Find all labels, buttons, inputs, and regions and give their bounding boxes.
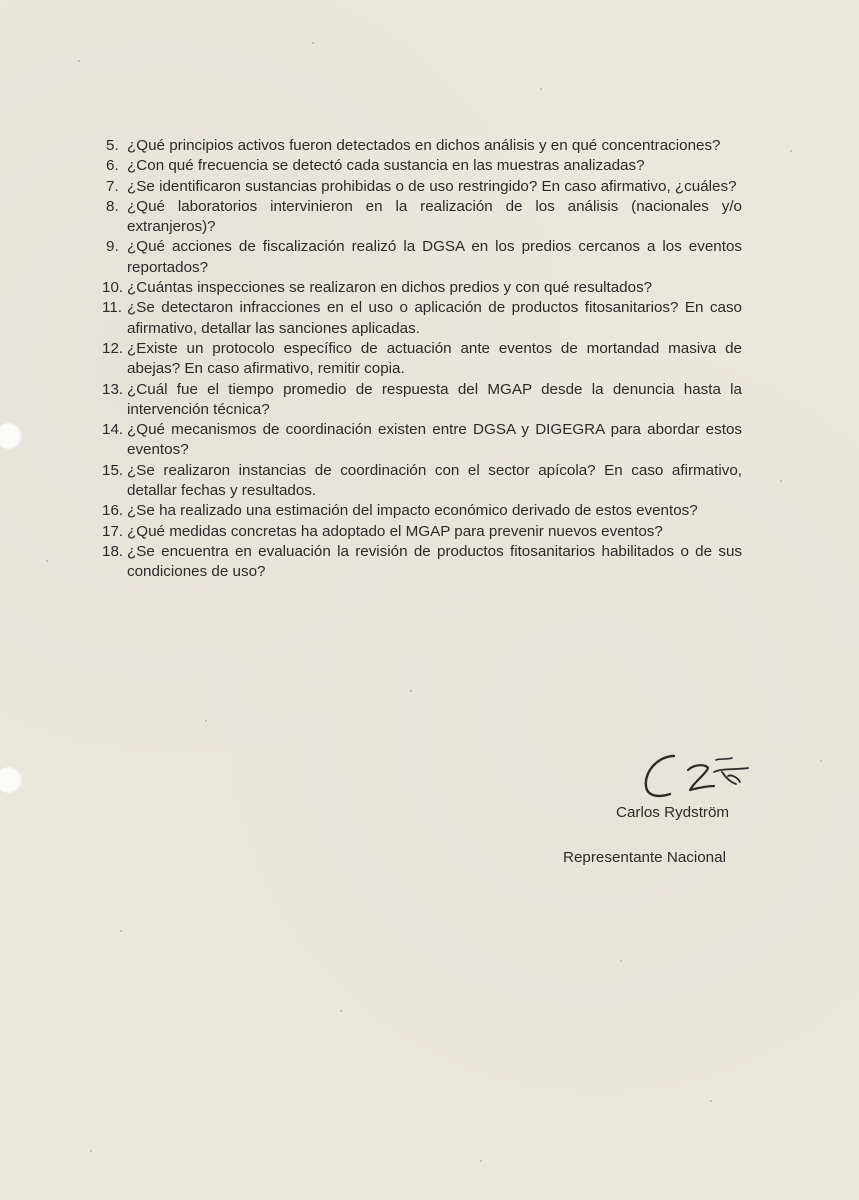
question-item xyxy=(102,542,742,583)
question-text: ¿Se identificaron sustancias prohibidas o de uso restringido? En caso afirmativo, ¿cuáles? xyxy=(127,177,737,195)
question-text: ¿Se ha realizado una estimación del impacto económico derivado de estos eventos? xyxy=(127,502,698,520)
question-text: ¿Con qué frecuencia se detectó cada sustancia en las muestras analizadas? xyxy=(127,157,645,175)
question-item xyxy=(102,237,742,278)
question-text: ¿Qué medidas concretas ha adoptado el MGAP para prevenir nuevos eventos? xyxy=(127,522,663,540)
question-item xyxy=(102,278,742,298)
paper-speck xyxy=(340,1010,342,1012)
question-text: ¿Se encuentra en evaluación la revisión de productos fitosanitarios habilitados o de sus condiciones de uso? xyxy=(127,542,742,581)
question-item xyxy=(102,298,742,339)
question-number: 9. xyxy=(106,238,119,256)
signer-name: Carlos Rydström xyxy=(616,804,730,821)
question-text: ¿Se detectaron infracciones en el uso o aplicación de productos fitosanitarios? En caso afirmativo, detallar las sanciones aplicadas. xyxy=(127,299,742,337)
question-item xyxy=(102,136,742,156)
question-number: 12. xyxy=(102,339,124,357)
punch-hole-bottom xyxy=(0,767,22,793)
question-list xyxy=(102,136,742,583)
paper-speck xyxy=(46,560,48,562)
signer-role: Representante Nacional xyxy=(563,849,726,866)
paper-speck xyxy=(790,150,792,152)
question-number: 6. xyxy=(106,157,119,175)
paper-speck xyxy=(312,42,314,44)
punch-hole-top xyxy=(0,423,22,449)
question-text: ¿Se realizaron instancias de coordinación con el sector apícola? En caso afirmativo, detallar fechas y resultados. xyxy=(127,461,742,500)
question-number: 16. xyxy=(102,502,124,520)
question-text: ¿Qué laboratorios intervinieron en la realización de los análisis (nacionales y/o extranjeros)? xyxy=(127,197,742,236)
question-number: 13. xyxy=(102,380,124,398)
paper-speck xyxy=(205,720,207,722)
question-number: 5. xyxy=(106,137,119,154)
question-number: 18. xyxy=(102,542,124,560)
handwritten-signature xyxy=(636,748,756,804)
paper-speck xyxy=(410,690,412,692)
question-text: ¿Cuántas inspecciones se realizaron en dichos predios y con qué resultados? xyxy=(127,279,653,297)
question-item xyxy=(102,156,742,176)
question-number: 8. xyxy=(106,197,119,215)
paper-speck xyxy=(620,960,622,962)
paper-speck xyxy=(90,1150,92,1152)
question-number: 7. xyxy=(106,177,119,195)
question-item xyxy=(102,420,742,461)
question-item xyxy=(102,380,742,421)
question-text: ¿Qué acciones de fiscalización realizó la DGSA en los predios cercanos a los eventos reportados? xyxy=(127,238,742,276)
question-text: ¿Existe un protocolo específico de actuación ante eventos de mortandad masiva de abejas? En caso afirmativo, remitir copia. xyxy=(127,339,742,378)
question-item xyxy=(102,177,742,197)
question-number: 15. xyxy=(102,461,124,479)
question-item xyxy=(102,501,742,521)
question-number: 11. xyxy=(102,299,122,317)
question-item xyxy=(102,339,742,380)
question-number: 14. xyxy=(102,421,124,439)
question-number: 10. xyxy=(102,279,124,297)
paper-speck xyxy=(120,930,122,932)
paper-speck xyxy=(540,88,542,90)
question-text: ¿Cuál fue el tiempo promedio de respuesta del MGAP desde la denuncia hasta la intervención técnica? xyxy=(127,380,742,418)
paper-speck xyxy=(820,760,822,762)
paper-speck xyxy=(710,1100,712,1102)
question-text: ¿Qué mecanismos de coordinación existen entre DGSA y DIGEGRA para abordar estos eventos? xyxy=(127,421,742,459)
question-item xyxy=(102,522,742,542)
question-item xyxy=(102,461,742,502)
paper-speck xyxy=(780,480,782,482)
question-number: 17. xyxy=(102,522,124,540)
question-text: ¿Qué principios activos fueron detectados en dichos análisis y en qué concentraciones? xyxy=(127,137,721,154)
paper-speck xyxy=(480,1160,482,1162)
question-item xyxy=(102,197,742,238)
paper-speck xyxy=(78,60,80,62)
